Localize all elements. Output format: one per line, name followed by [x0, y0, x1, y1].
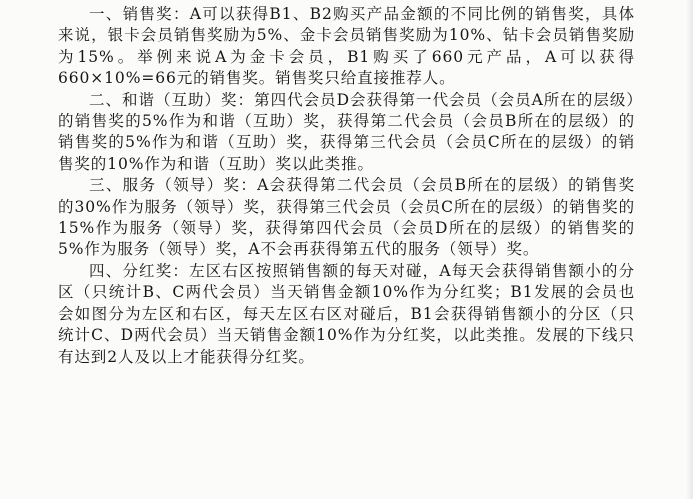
- scan-edge-shadow: [687, 0, 693, 499]
- paragraph-harmony-bonus: 二、和谐（互助）奖：第四代会员D会获得第一代会员（会员A所在的层级）的销售奖的5%作为和谐（互助）奖，获得第二代会员（会员B所在的层级）的销售奖的5%作为和谐（互助）奖，获得第三代会员（会员C所在的层级）的销售奖的10%作为和谐（互助）奖以此类推。: [58, 90, 635, 173]
- paragraph-sales-bonus: 一、销售奖：A可以获得B1、B2购买产品金额的不同比例的销售奖，具体来说，银卡会员销售奖励为5%、金卡会员销售奖励为10%、钻卡会员销售奖励为15%。举例来说A为金卡会员，B1购买了660元产品，A可以获得660×10%=66元的销售奖。销售奖只给直接推荐人。: [58, 5, 635, 88]
- paragraph-service-bonus: 三、服务（领导）奖：A会获得第二代会员（会员B所在的层级）的销售奖的30%作为服务（领导）奖，获得第三代会员（会员C所在的层级）的销售奖的15%作为服务（领导）奖，获得第四代会员（会员D所在的层级）的销售奖的5%作为服务（领导）奖，A不会再获得第五代的服务（领导）奖。: [58, 176, 635, 259]
- paragraph-dividend-bonus: 四、分红奖：左区右区按照销售额的每天对碰，A每天会获得销售额小的分区（只统计B、C两代会员）当天销售金额10%作为分红奖；B1发展的会员也会如图分为左区和右区，每天左区右区对碰后，B1会获得销售额小的分区（只统计C、D两代会员）当天销售金额10%作为分红奖，以此类推。发展的下线只有达到2人及以上才能获得分红奖。: [58, 261, 635, 366]
